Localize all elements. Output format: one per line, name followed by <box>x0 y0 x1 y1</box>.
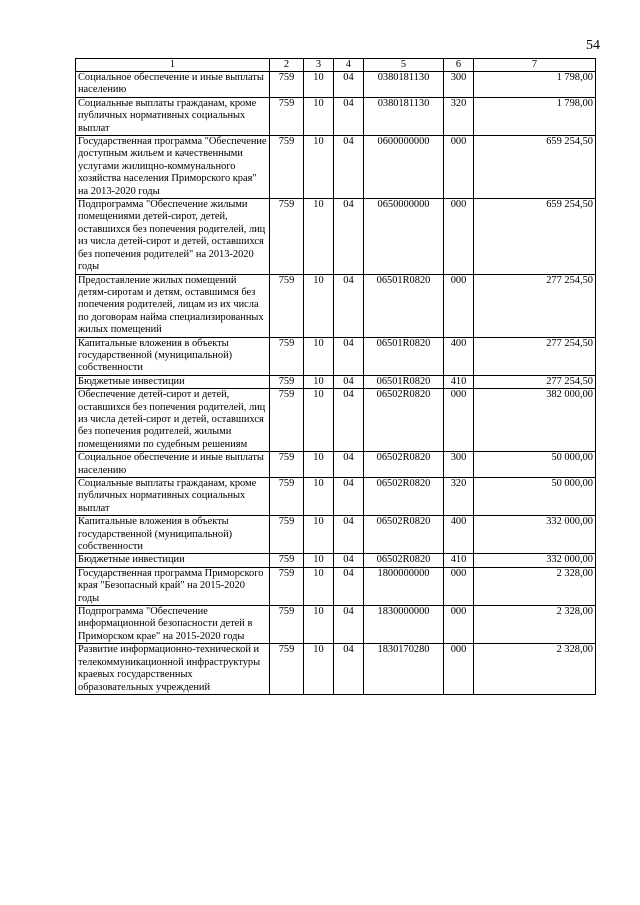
row-code-4: 04 <box>334 199 364 274</box>
row-code-3: 10 <box>304 644 334 695</box>
row-code-2: 759 <box>270 337 304 375</box>
row-code-5: 06502R0820 <box>364 452 444 478</box>
row-code-6: 000 <box>444 199 474 274</box>
row-code-3: 10 <box>304 375 334 388</box>
row-amount: 2 328,00 <box>474 567 596 605</box>
row-code-4: 04 <box>334 72 364 98</box>
row-code-3: 10 <box>304 199 334 274</box>
row-name: Социальное обеспечение и иные выплаты населению <box>76 72 270 98</box>
row-amount: 659 254,50 <box>474 199 596 274</box>
row-amount: 1 798,00 <box>474 72 596 98</box>
row-code-6: 000 <box>444 389 474 452</box>
col-header-6: 6 <box>444 59 474 72</box>
row-code-4: 04 <box>334 567 364 605</box>
row-code-5: 06502R0820 <box>364 389 444 452</box>
col-header-3: 3 <box>304 59 334 72</box>
row-code-5: 06502R0820 <box>364 516 444 554</box>
row-code-2: 759 <box>270 567 304 605</box>
col-header-7: 7 <box>474 59 596 72</box>
row-code-6: 410 <box>444 375 474 388</box>
table-row <box>76 136 596 199</box>
row-code-2: 759 <box>270 136 304 199</box>
row-name: Обеспечение детей-сирот и детей, оставшихся без попечения родителей, лиц из числа детей-сирот и детей, оставшихся без попечения родителей, жилыми помещениями по судебным решениям <box>76 389 270 452</box>
row-code-4: 04 <box>334 606 364 644</box>
row-code-6: 000 <box>444 136 474 199</box>
row-name: Капитальные вложения в объекты государственной (муниципальной) собственности <box>76 516 270 554</box>
row-amount: 1 798,00 <box>474 97 596 135</box>
row-code-4: 04 <box>334 478 364 516</box>
row-code-3: 10 <box>304 97 334 135</box>
row-code-2: 759 <box>270 452 304 478</box>
col-header-4: 4 <box>334 59 364 72</box>
row-code-2: 759 <box>270 606 304 644</box>
row-code-2: 759 <box>270 516 304 554</box>
row-code-3: 10 <box>304 567 334 605</box>
row-code-5: 1830000000 <box>364 606 444 644</box>
row-code-3: 10 <box>304 478 334 516</box>
row-code-2: 759 <box>270 199 304 274</box>
row-code-5: 0380181130 <box>364 97 444 135</box>
row-code-4: 04 <box>334 136 364 199</box>
row-code-3: 10 <box>304 554 334 567</box>
row-code-4: 04 <box>334 337 364 375</box>
row-code-2: 759 <box>270 72 304 98</box>
row-code-4: 04 <box>334 644 364 695</box>
row-code-2: 759 <box>270 375 304 388</box>
table-row <box>76 478 596 516</box>
row-code-5: 0650000000 <box>364 199 444 274</box>
col-header-5: 5 <box>364 59 444 72</box>
row-code-3: 10 <box>304 606 334 644</box>
row-code-4: 04 <box>334 452 364 478</box>
row-code-4: 04 <box>334 375 364 388</box>
row-amount: 382 000,00 <box>474 389 596 452</box>
row-name: Социальное обеспечение и иные выплаты населению <box>76 452 270 478</box>
row-code-2: 759 <box>270 97 304 135</box>
row-name: Бюджетные инвестиции <box>76 375 270 388</box>
row-code-5: 06501R0820 <box>364 337 444 375</box>
row-code-5: 1800000000 <box>364 567 444 605</box>
row-code-6: 400 <box>444 516 474 554</box>
table-row <box>76 452 596 478</box>
row-code-5: 1830170280 <box>364 644 444 695</box>
row-code-3: 10 <box>304 452 334 478</box>
row-code-5: 0380181130 <box>364 72 444 98</box>
row-code-2: 759 <box>270 478 304 516</box>
table-row <box>76 199 596 274</box>
row-code-3: 10 <box>304 389 334 452</box>
row-code-3: 10 <box>304 274 334 337</box>
row-amount: 332 000,00 <box>474 516 596 554</box>
row-code-5: 06501R0820 <box>364 274 444 337</box>
row-code-6: 300 <box>444 452 474 478</box>
row-name: Государственная программа Приморского края "Безопасный край" на 2015-2020 годы <box>76 567 270 605</box>
table-row <box>76 606 596 644</box>
row-code-6: 400 <box>444 337 474 375</box>
row-amount: 277 254,50 <box>474 274 596 337</box>
col-header-2: 2 <box>270 59 304 72</box>
row-name: Подпрограмма "Обеспечение информационной безопасности детей в Приморском крае" на 2015-2020 годы <box>76 606 270 644</box>
row-name: Подпрограмма "Обеспечение жилыми помещениями детей-сирот, детей, оставшихся без попечения родителей, лиц из числа детей-сирот и детей, оставшихся без попечения родителей" на 2013-2020 годы <box>76 199 270 274</box>
row-code-6: 000 <box>444 644 474 695</box>
row-code-6: 410 <box>444 554 474 567</box>
row-code-6: 300 <box>444 72 474 98</box>
row-code-4: 04 <box>334 97 364 135</box>
row-amount: 659 254,50 <box>474 136 596 199</box>
row-code-3: 10 <box>304 136 334 199</box>
row-code-5: 0600000000 <box>364 136 444 199</box>
row-code-3: 10 <box>304 337 334 375</box>
table-row <box>76 389 596 452</box>
row-code-6: 000 <box>444 606 474 644</box>
table-row <box>76 567 596 605</box>
row-code-2: 759 <box>270 274 304 337</box>
row-name: Бюджетные инвестиции <box>76 554 270 567</box>
row-name: Предоставление жилых помещений детям-сиротам и детям, оставшимся без попечения родителей, лицам из их числа по договорам найма специализированных жилых помещений <box>76 274 270 337</box>
row-code-4: 04 <box>334 274 364 337</box>
row-amount: 50 000,00 <box>474 452 596 478</box>
row-code-4: 04 <box>334 554 364 567</box>
row-code-5: 06501R0820 <box>364 375 444 388</box>
table-row <box>76 375 596 388</box>
table-row <box>76 97 596 135</box>
table-row <box>76 274 596 337</box>
table-row <box>76 644 596 695</box>
table-row <box>76 516 596 554</box>
row-amount: 2 328,00 <box>474 606 596 644</box>
row-amount: 50 000,00 <box>474 478 596 516</box>
table-row <box>76 554 596 567</box>
row-code-3: 10 <box>304 72 334 98</box>
row-code-2: 759 <box>270 554 304 567</box>
row-name: Развитие информационно-технической и телекоммуникационной инфраструктуры краевых государственных образовательных учреждений <box>76 644 270 695</box>
row-code-5: 06502R0820 <box>364 478 444 516</box>
budget-table <box>75 58 596 695</box>
row-amount: 277 254,50 <box>474 337 596 375</box>
row-code-2: 759 <box>270 389 304 452</box>
row-code-6: 320 <box>444 97 474 135</box>
row-amount: 2 328,00 <box>474 644 596 695</box>
row-code-2: 759 <box>270 644 304 695</box>
row-name: Государственная программа "Обеспечение доступным жильем и качественными услугами жилищно-коммунального хозяйства населения Приморского края" на 2013-2020 годы <box>76 136 270 199</box>
row-code-5: 06502R0820 <box>364 554 444 567</box>
table-row <box>76 72 596 98</box>
row-code-6: 000 <box>444 274 474 337</box>
row-code-4: 04 <box>334 516 364 554</box>
row-amount: 277 254,50 <box>474 375 596 388</box>
header-row <box>76 59 596 72</box>
col-header-1: 1 <box>76 59 270 72</box>
row-code-4: 04 <box>334 389 364 452</box>
row-amount: 332 000,00 <box>474 554 596 567</box>
row-name: Социальные выплаты гражданам, кроме публичных нормативных социальных выплат <box>76 97 270 135</box>
row-code-6: 000 <box>444 567 474 605</box>
table-row <box>76 337 596 375</box>
row-code-6: 320 <box>444 478 474 516</box>
page-number: 54 <box>586 38 600 53</box>
row-name: Капитальные вложения в объекты государственной (муниципальной) собственности <box>76 337 270 375</box>
row-name: Социальные выплаты гражданам, кроме публичных нормативных социальных выплат <box>76 478 270 516</box>
row-code-3: 10 <box>304 516 334 554</box>
